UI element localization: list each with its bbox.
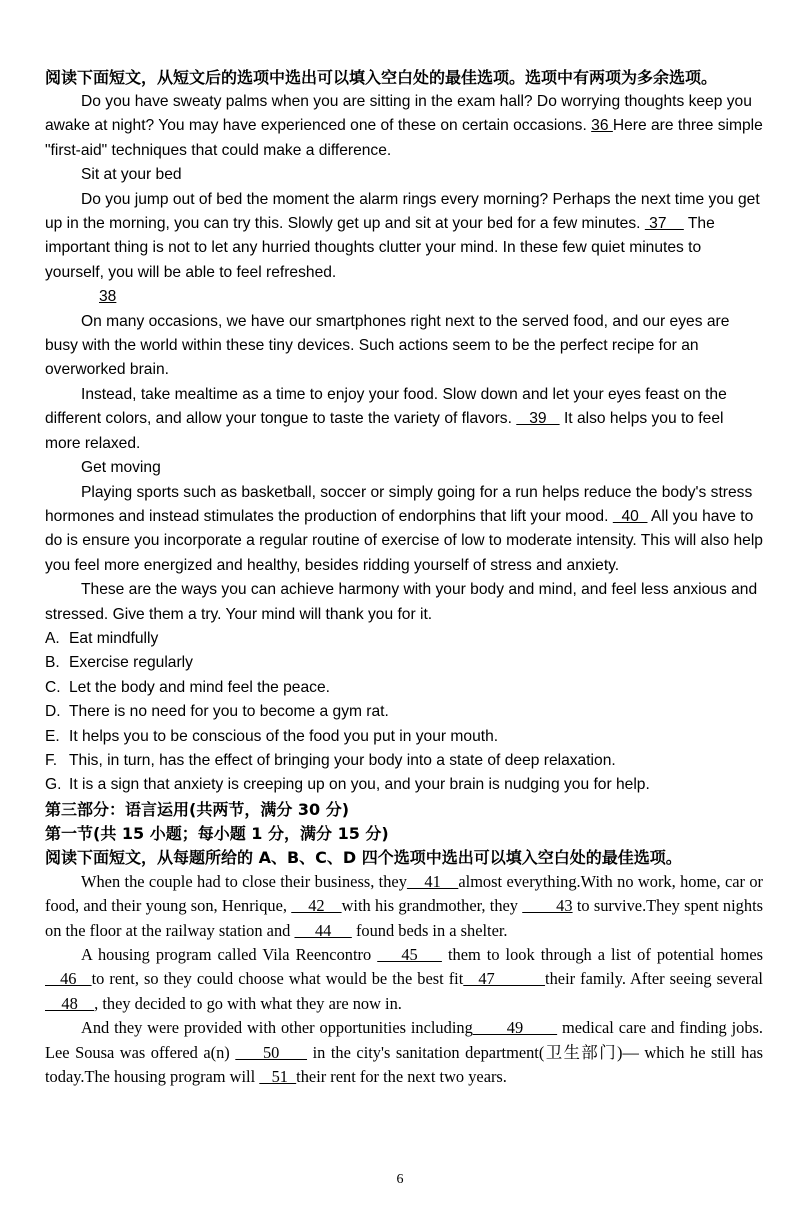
blank-45[interactable]: 45 (377, 945, 442, 964)
text: in the city's sanitation department(卫生部门)— which he still has today.The housing program will (45, 1042, 763, 1087)
blank-48[interactable]: 48 (45, 993, 95, 1013)
passage-paragraph (45, 481, 763, 579)
blank-37[interactable]: 37 (644, 215, 684, 233)
text: , they decided to go with what they are now in. (94, 993, 402, 1013)
text: The important thing is not to let any hurried thoughts clutter your mind. In these few quiet minutes to yourself, you will be able to feel refreshed. (45, 215, 715, 281)
passage-paragraph (45, 383, 763, 456)
blank-38[interactable]: 38 (99, 288, 117, 306)
blank-47[interactable]: 47 (463, 969, 546, 989)
option-a[interactable] (45, 627, 763, 651)
heading-38-line (45, 285, 763, 309)
option-text: Eat mindfully (69, 629, 159, 647)
blank-51[interactable]: 51 (259, 1067, 297, 1087)
option-text: It helps you to be conscious of the food you put in your mouth. (69, 727, 499, 745)
cloze-paragraph (45, 1016, 763, 1089)
text: to rent, so they could choose what would be the best fit (91, 969, 464, 989)
option-letter: C. (45, 678, 61, 696)
part-title: 第三部分：语言运用(共两节，满分 30 分) (45, 799, 350, 819)
text: When the couple had to close their business, they (81, 871, 407, 891)
option-g[interactable] (45, 773, 763, 797)
option-d[interactable] (45, 700, 763, 724)
blank-42[interactable]: 42 (291, 896, 342, 916)
text: found beds in a shelter. (355, 920, 508, 940)
cloze-paragraph (45, 943, 763, 1016)
option-text: This, in turn, has the effect of bringing your body into a state of deep relaxation. (69, 751, 616, 769)
option-letter: A. (45, 629, 60, 647)
option-text: There is no need for you to become a gym rat. (69, 703, 389, 721)
exam-page (45, 66, 763, 1089)
text: And they were provided with other opportunities including (81, 1018, 473, 1038)
blank-43[interactable]: 43 (522, 896, 573, 916)
blank-50[interactable]: 50 (235, 1042, 308, 1062)
text: Instead, take mealtime as a time to enjoy your food. Slow down and let your eyes feast on the different colors, and allow your tongue to taste the variety of flavors. (45, 385, 727, 428)
text: All you have to do is ensure you incorporate a regular routine of exercise of low to moderate intensity. This will also help you feel more energized and healthy, besides ridding yourself of stress and anxiety. (45, 507, 763, 574)
option-b[interactable] (45, 651, 763, 675)
passage-paragraph (45, 90, 763, 163)
blank-49[interactable]: 49 (472, 1018, 558, 1038)
blank-46[interactable]: 46 (45, 969, 92, 989)
passage-paragraph (45, 188, 763, 286)
text: to survive.They spent nights on the floor at the railway station and (45, 896, 764, 940)
passage-paragraph: These are the ways you can achieve harmony with your body and mind, and feel less anxious and stressed. Give them a try. Your mind will thank you for it. (45, 581, 758, 623)
text: Do you jump out of bed the moment the alarm rings every morning? Perhaps the next time you get up in the morning, you can try this. Slowly get up and sit at your bed for a few minutes. (45, 190, 760, 233)
text: It also helps you to feel more relaxed. (45, 410, 724, 452)
blank-41[interactable]: 41 (406, 871, 459, 891)
text: their rent for the next two years. (296, 1067, 507, 1087)
page-number: 6 (396, 1172, 404, 1187)
blank-39[interactable]: 39 (516, 410, 560, 428)
option-letter: G. (45, 776, 62, 794)
option-letter: D. (45, 703, 61, 721)
text: Do you have sweaty palms when you are sitting in the exam hall? Do worrying thoughts keep you awake at night? You may have experienced one of these on certain occasions. (45, 93, 752, 135)
section-heading: Get moving (81, 459, 161, 477)
option-letter: B. (45, 654, 60, 672)
text: their family. After seeing several (545, 969, 763, 989)
section-title: 第一节(共 15 小题；每小题 1 分，满分 15 分) (45, 823, 389, 843)
cloze-instruction: 阅读下面短文，从每题所给的 A、B、C、D 四个选项中选出可以填入空白处的最佳选项。 (45, 847, 682, 867)
option-f[interactable] (45, 749, 763, 773)
text: them to look through a list of potential homes (447, 945, 764, 964)
text: with his grandmother, they (341, 896, 518, 916)
text: Here are three simple "first-aid" techniques that could make a difference. (45, 117, 763, 159)
blank-44[interactable]: 44 (294, 920, 352, 940)
option-letter: F. (45, 751, 58, 769)
passage-paragraph: On many occasions, we have our smartphones right next to the served food, and our eyes are busy with the world within these tiny devices. Such actions seem to be the perfect recipe for an overworked brain. (45, 312, 730, 379)
blank-36[interactable]: 36 (591, 117, 613, 135)
blank-40[interactable]: 40 (612, 507, 648, 525)
option-letter: E. (45, 727, 60, 745)
cloze-paragraph (45, 870, 763, 943)
text: Playing sports such as basketball, soccer or simply going for a run helps reduce the body's stress hormones and instead stimulates the production of endorphins that lift your mood. (45, 483, 753, 525)
text: A housing program called Vila Reencontro (81, 945, 372, 964)
text: medical care and finding jobs. Lee Sousa was offered a(n) (45, 1018, 763, 1062)
reading-instruction: 阅读下面短文，从短文后的选项中选出可以填入空白处的最佳选项。选项中有两项为多余选项。 (45, 68, 718, 87)
option-c[interactable] (45, 676, 763, 700)
option-text: It is a sign that anxiety is creeping up on you, and your brain is nudging you for help. (69, 776, 650, 794)
text: almost everything.With no work, home, car or food, and their young son, Henrique, (45, 871, 764, 916)
option-text: Exercise regularly (69, 654, 193, 672)
option-e[interactable] (45, 725, 763, 749)
option-text: Let the body and mind feel the peace. (69, 678, 330, 696)
section-heading: Sit at your bed (81, 166, 182, 184)
